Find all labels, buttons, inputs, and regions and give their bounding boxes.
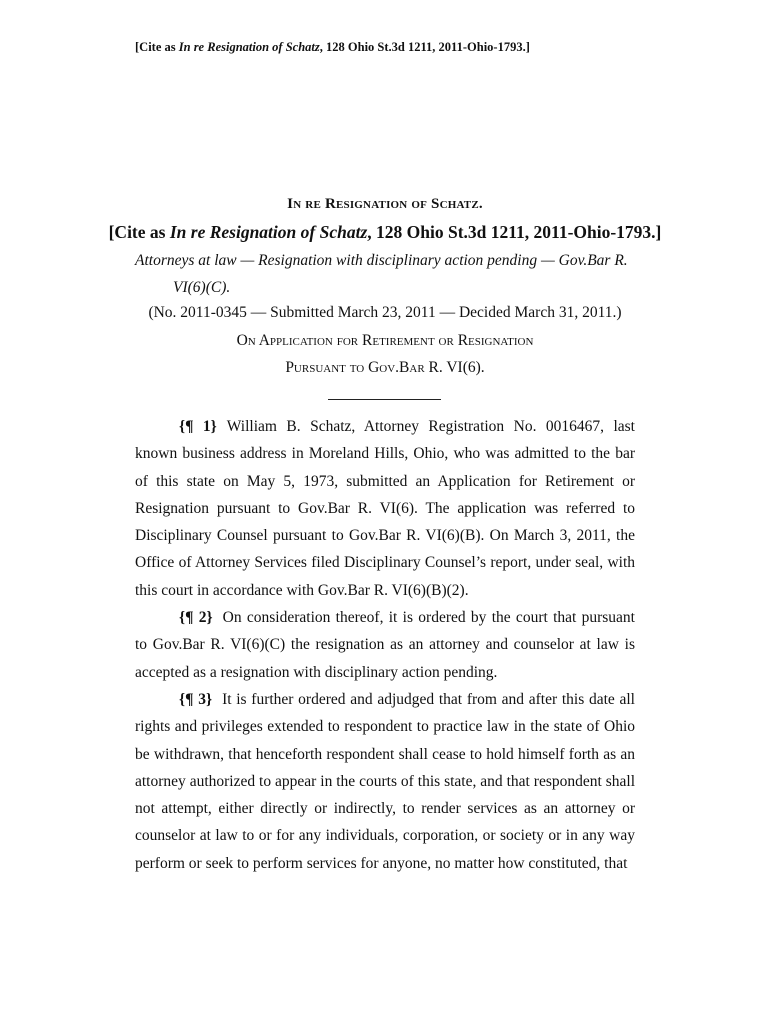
- paragraph-text: William B. Schatz, Attorney Registration No. 0016467, last known business address in Moreland Hills, Ohio, who was admitted to the bar of this state on May 5, 1973, submitted an Application for Retirement or Resignation pursuant to Gov.Bar R. VI(6). The application was referred to Disciplinary Counsel pursuant to Gov.Bar R. VI(6)(B). On March 3, 2011, the Office of Attorney Services filed Disciplinary Counsel’s report, under seal, with this court in accordance with Gov.Bar R. VI(6)(B)(2).: [135, 418, 635, 599]
- cite-prefix: [Cite as: [108, 222, 170, 242]
- on-application-rule: R. VI(6).: [424, 359, 485, 376]
- on-application-line-1: [0, 332, 770, 350]
- paragraph-number: {¶ 3}: [179, 690, 213, 708]
- title-schatz: Schatz.: [431, 196, 483, 212]
- citation-line: [0, 222, 770, 243]
- title-in: In re: [287, 196, 325, 212]
- paragraph-number: {¶ 1}: [179, 418, 217, 435]
- headnote-line-2: VI(6)(C).: [173, 279, 231, 296]
- header-cite-suffix: , 128 Ohio St.3d 1211, 2011-Ohio-1793.]: [319, 40, 530, 54]
- paragraph-number: {¶ 2}: [179, 609, 213, 627]
- header-cite-case: In re Resignation of Schatz: [178, 40, 320, 54]
- paragraph: [135, 686, 635, 877]
- paragraph-text: On consideration thereof, it is ordered by the court that pursuant to Gov.Bar R. VI(6)(C) the resignation as an attorney and counselor at law is accepted as a resignation with disciplinary action pending.: [135, 609, 635, 681]
- case-title: [0, 196, 770, 213]
- case-info: (No. 2011-0345 — Submitted March 23, 2011 — Decided March 31, 2011.): [148, 304, 622, 321]
- headnote: [135, 247, 637, 301]
- header-cite-prefix: [Cite as: [135, 40, 179, 54]
- opinion-body: [135, 413, 635, 877]
- paragraph-text: It is further ordered and adjudged that from and after this date all rights and privileges extended to respondent to practice law in the state of Ohio be withdrawn, that henceforth respondent shall cease to hold himself forth as an attorney authorized to appear in the courts of this state, and that respondent shall not attempt, either directly or indirectly, to render services as an attorney or counselor at law to or for any individuals, corporation, or society or in any way perform or seek to perform services for anyone, no matter how constituted, that: [135, 690, 635, 872]
- paragraph: [135, 604, 635, 686]
- header-citation: [135, 40, 530, 55]
- on-application-line-2: [0, 359, 770, 377]
- divider-rule: [328, 399, 441, 400]
- paragraph: [135, 413, 635, 604]
- cite-suffix: , 128 Ohio St.3d 1211, 2011-Ohio-1793.]: [367, 222, 662, 242]
- cite-case: In re Resignation of Schatz: [169, 222, 368, 242]
- title-resignation: Resignation of: [324, 196, 432, 212]
- on-application-text-1: On Application for Retirement or Resignation: [236, 332, 534, 349]
- on-application-text-2: Pursuant to Gov.Bar: [285, 359, 425, 376]
- headnote-line-1: Attorneys at law — Resignation with disciplinary action pending — Gov.Bar R.: [135, 252, 628, 269]
